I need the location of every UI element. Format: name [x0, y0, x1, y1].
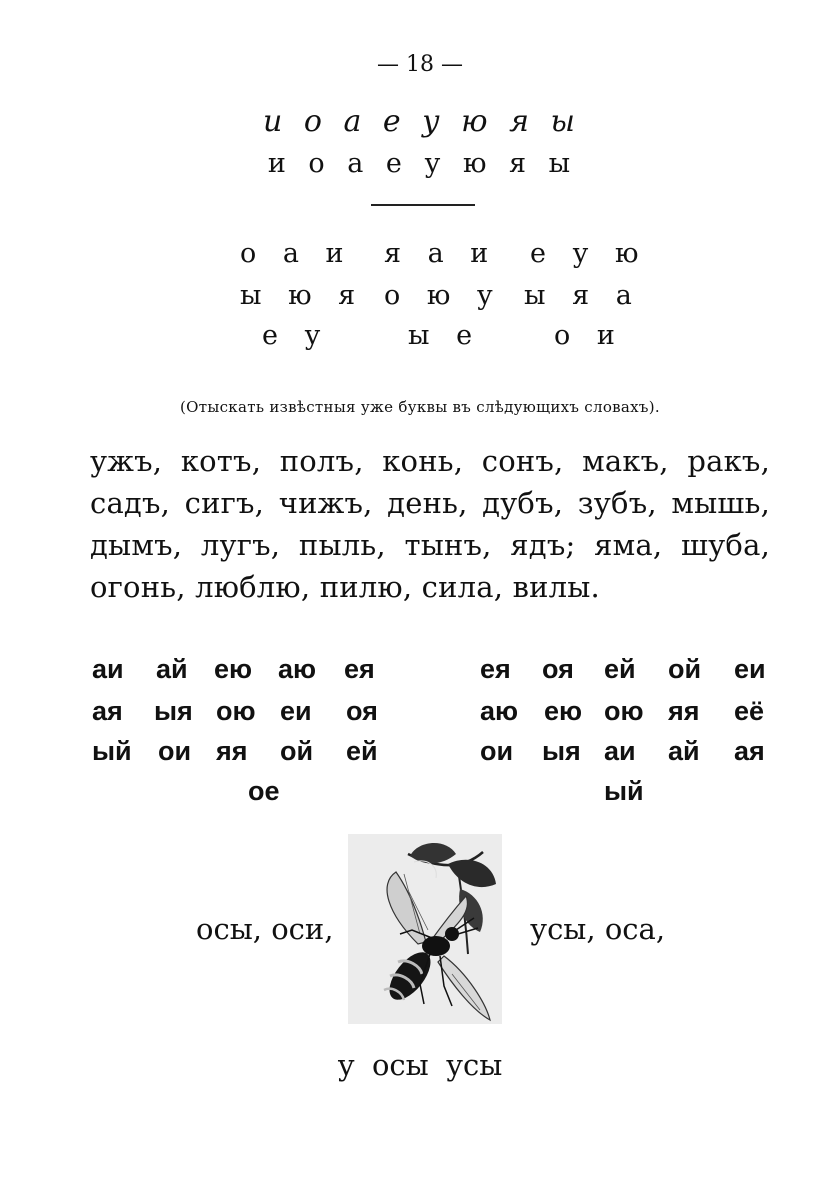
combo-item: яя: [668, 696, 700, 726]
combo-item: ыя: [154, 696, 193, 726]
vowel-group: ы е: [408, 320, 473, 351]
combo-item: её: [734, 696, 765, 726]
combo-item: ей: [346, 736, 378, 766]
combo-item: аю: [480, 696, 519, 726]
vowel-group: е у ю: [530, 238, 639, 269]
combo-row-right: [480, 736, 765, 767]
combo-item: ои: [158, 736, 192, 766]
page-number: — 18 —: [377, 52, 463, 77]
combo-item: ею: [544, 696, 583, 726]
combo-item: еи: [734, 654, 766, 684]
vowel-group: я а и: [384, 238, 489, 269]
combo-item: ея: [480, 654, 511, 684]
combo-item: ый: [92, 736, 132, 766]
combo-row-right: [480, 654, 766, 685]
combo-item: ой: [280, 736, 314, 766]
combo-row-left: [92, 696, 378, 727]
vowel-group: о ю у: [384, 280, 493, 311]
combo-item: оя: [346, 696, 378, 726]
combo-item: ою: [604, 696, 644, 726]
vowel-group: е у: [262, 320, 321, 351]
vowel-group: ы ю я: [240, 280, 356, 311]
combo-item: ай: [668, 736, 700, 766]
caption-left: осы, оси,: [196, 912, 334, 946]
vowel-group: о а и: [240, 238, 344, 269]
combo-item: ей: [604, 654, 636, 684]
combo-row-left: [92, 736, 378, 767]
caption-bottom: у осы усы: [337, 1048, 503, 1082]
combo-item: оя: [542, 654, 574, 684]
instruction-text: (Отыскать извѣстныя уже буквы въ слѣдующихъ словахъ).: [180, 398, 660, 416]
combo-item: ею: [214, 654, 253, 684]
combo-row-left: [92, 654, 375, 685]
combo-row-right: [480, 696, 764, 727]
combo-item: аи: [92, 654, 124, 684]
combo-item: ою: [216, 696, 256, 726]
combo-item: ый: [604, 776, 644, 806]
combo-item: ыя: [542, 736, 581, 766]
vowel-group: о и: [554, 320, 615, 351]
vowels-italic-row: и о а е у ю я ы: [263, 104, 577, 139]
combo-item: ея: [344, 654, 375, 684]
word-list-paragraph: ужъ, котъ, полъ, конь, сонъ, макъ, ракъ, садъ, сигъ, чижъ, день, дубъ, зубъ, мышь, дымъ, лугъ, пыль, тынъ, ядъ; яма, шуба, огонь, люблю, пилю, сила, вилы.: [90, 444, 770, 604]
section-divider: [371, 204, 475, 206]
combo-item: аи: [604, 736, 636, 766]
combo-item: ой: [668, 654, 702, 684]
combo-item: ая: [92, 696, 123, 726]
vowels-upright-row: и о а е у ю я ы: [267, 148, 573, 179]
combo-item: ай: [156, 654, 188, 684]
combo-item: ои: [480, 736, 514, 766]
vowel-group: ы я а: [524, 280, 632, 311]
combo-item: аю: [278, 654, 317, 684]
combo-item: ая: [734, 736, 765, 766]
combo-item: яя: [216, 736, 248, 766]
caption-right: усы, оса,: [530, 912, 666, 946]
combo-item: еи: [280, 696, 312, 726]
combo-item: ое: [248, 776, 280, 806]
wasp-illustration: [348, 834, 502, 1024]
